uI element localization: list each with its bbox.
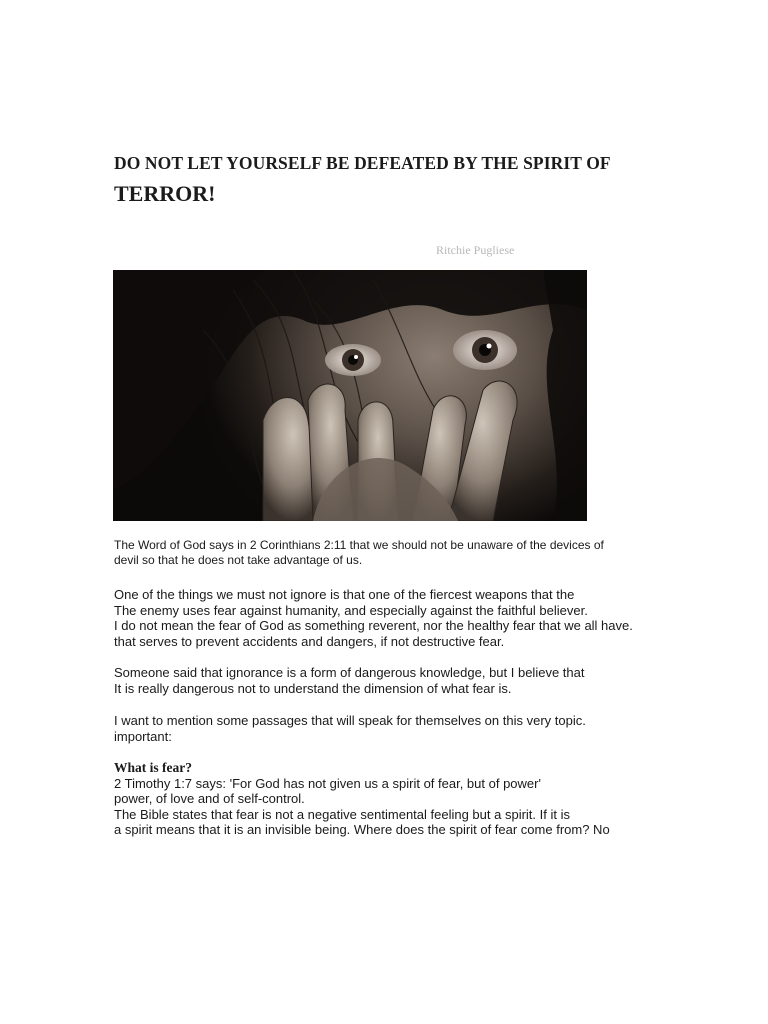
paragraph-4: [114, 760, 654, 838]
article-title-line-2: TERROR!: [114, 181, 216, 206]
paragraph-line: I want to mention some passages that will speak for themselves on this very topic.: [114, 713, 586, 728]
paragraph-3: [114, 713, 654, 744]
caption-line: The Word of God says in 2 Corinthians 2:11 that we should not be unaware of the devices of: [114, 538, 604, 552]
paragraph-line: 2 Timothy 1:7 says: 'For God has not given us a spirit of fear, but of power': [114, 775, 541, 791]
paragraph-line: power, of love and of self-control.: [114, 791, 305, 806]
image-caption: [114, 538, 644, 568]
paragraph-line: The enemy uses fear against humanity, and especially against the faithful believer.: [114, 602, 588, 618]
paragraph-line: Someone said that ignorance is a form of dangerous knowledge, but I believe that: [114, 665, 585, 680]
paragraph-line: I do not mean the fear of God as something reverent, nor the healthy fear that we all have.: [114, 618, 633, 633]
paragraph-line: a spirit means that it is an invisible being. Where does the spirit of fear come from? No: [114, 822, 610, 837]
section-heading: What is fear?: [114, 760, 192, 775]
paragraph-line: The Bible states that fear is not a negative sentimental feeling but a spirit. If it is: [114, 806, 570, 822]
paragraph-line: One of the things we must not ignore is that one of the fiercest weapons that the: [114, 587, 575, 602]
paragraph-line: important:: [114, 728, 172, 744]
author-name: Ritchie Pugliese: [436, 243, 515, 257]
paragraph-line: It is really dangerous not to understand the dimension of what fear is.: [114, 680, 512, 696]
caption-line: devil so that he does not take advantage of us.: [114, 553, 363, 567]
article-title-line-1: DO NOT LET YOURSELF BE DEFEATED BY THE SPIRIT OF: [114, 153, 611, 173]
paragraph-2: [114, 665, 654, 696]
paragraph-1: [114, 587, 654, 649]
frightened-face-illustration: [113, 270, 587, 521]
paragraph-line: that serves to prevent accidents and dangers, if not destructive fear.: [114, 633, 505, 649]
frightened-face-photo: [113, 270, 587, 521]
